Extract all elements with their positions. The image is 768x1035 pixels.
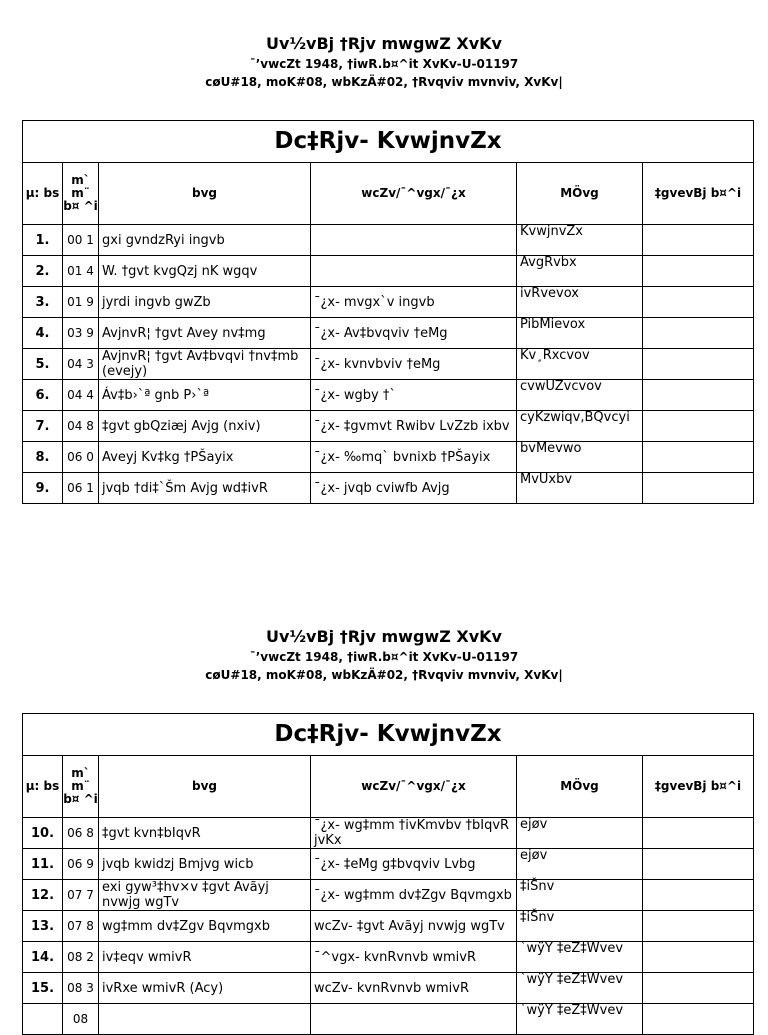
cell-member-no: 03 9 <box>63 318 99 349</box>
cell-member-no: 00 1 <box>63 225 99 256</box>
table-row <box>23 380 754 411</box>
table-row <box>23 256 754 287</box>
cell-serial: 13. <box>23 911 63 942</box>
cell-designation <box>311 1004 517 1035</box>
col-header-rank: MÖvg <box>517 163 643 225</box>
cell-name: Aveyj Kv‡kg †PŠayix <box>99 442 311 473</box>
col-header-name: bvg <box>99 163 311 225</box>
cell-rank: bvMevwo <box>517 442 643 473</box>
col-header-member-no: m` m¨ b¤ ^i <box>63 756 99 818</box>
col-header-remarks: ‡gvevBj b¤^i <box>643 163 754 225</box>
cell-designation: ¯¿x- kvnvbviv †eMg <box>311 349 517 380</box>
cell-rank: KvwjnvZx <box>517 225 643 256</box>
cell-remarks <box>643 973 754 1004</box>
col-header-name: bvg <box>99 756 311 818</box>
table-row <box>23 911 754 942</box>
cell-designation: ¯^vgx- kvnRvnvb wmivR <box>311 942 517 973</box>
cell-serial: 6. <box>23 380 63 411</box>
org-name: Uv½vBj †Rjv mwgwZ XvKv <box>266 34 502 53</box>
document-block-1 <box>0 34 768 496</box>
cell-rank: ejøv <box>517 818 643 849</box>
cell-member-no: 06 9 <box>63 849 99 880</box>
cell-remarks <box>643 442 754 473</box>
cell-member-no: 01 9 <box>63 287 99 318</box>
cell-remarks <box>643 911 754 942</box>
cell-serial: 12. <box>23 880 63 911</box>
org-established: ¯’vwcZt 1948, †iwR.b¤^it XvKv-U-01197 <box>249 650 519 664</box>
col-header-serial: µ: bs <box>23 756 63 818</box>
table-title: Dc‡Rjv- KvwjnvZx <box>23 121 754 163</box>
table-row <box>23 349 754 380</box>
org-established: ¯’vwcZt 1948, †iwR.b¤^it XvKv-U-01197 <box>249 57 519 71</box>
cell-rank: ‡iŠnv <box>517 880 643 911</box>
cell-designation: wcZv- ‡gvt Avãyj nvwjg wgTv <box>311 911 517 942</box>
cell-member-no: 07 8 <box>63 911 99 942</box>
org-address: cøU#18, moK#08, wbKzÄ#02, †Rvqviv mvnviv, XvKv| <box>205 668 563 682</box>
cell-rank: `wÿY ‡eZ‡Wvev <box>517 942 643 973</box>
cell-serial: 4. <box>23 318 63 349</box>
table-row <box>23 318 754 349</box>
member-table-2 <box>22 713 754 1035</box>
cell-designation: ¯¿x- Av‡bvqviv †eMg <box>311 318 517 349</box>
cell-name: exi gyw³‡hv×v ‡gvt Avãyj nvwjg wgTv <box>99 880 311 911</box>
cell-member-no: 04 3 <box>63 349 99 380</box>
cell-rank: PibMievox <box>517 318 643 349</box>
cell-name: ivRxe wmivR (Acy) <box>99 973 311 1004</box>
letterhead <box>0 627 768 684</box>
cell-serial: 10. <box>23 818 63 849</box>
cell-serial <box>23 1004 63 1035</box>
cell-remarks <box>643 818 754 849</box>
cell-designation: ¯¿x- wg‡mm †ivKmvbv †bIqvR jvKx <box>311 818 517 849</box>
col-header-designation: wcZv/¯^vgx/¯¿x <box>311 163 517 225</box>
cell-rank: `wÿY ‡eZ‡Wvev <box>517 973 643 1004</box>
cell-designation: ¯¿x- wg‡mm dv‡Zgv Bqvmgxb <box>311 880 517 911</box>
table-row <box>23 818 754 849</box>
cell-name: gxi gvndzRyi ingvb <box>99 225 311 256</box>
cell-name: AvjnvR¦ †gvt Av‡bvqvi †nv‡mb (evejy) <box>99 349 311 380</box>
cell-remarks <box>643 473 754 504</box>
col-header-serial: µ: bs <box>23 163 63 225</box>
cell-remarks <box>643 380 754 411</box>
cell-member-no: 07 7 <box>63 880 99 911</box>
document-block-2 <box>0 627 768 1026</box>
cell-serial: 8. <box>23 442 63 473</box>
cell-designation: ¯¿x- mvgx`v ingvb <box>311 287 517 318</box>
cell-remarks <box>643 849 754 880</box>
org-address: cøU#18, moK#08, wbKzÄ#02, †Rvqviv mvnviv, XvKv| <box>205 75 563 89</box>
cell-name: wg‡mm dv‡Zgv Bqvmgxb <box>99 911 311 942</box>
cell-member-no: 06 1 <box>63 473 99 504</box>
table-row <box>23 287 754 318</box>
cell-designation <box>311 256 517 287</box>
table-row <box>23 1004 754 1035</box>
table-row <box>23 411 754 442</box>
cell-designation: ¯¿x- ‡eMg g‡bvqviv Lvbg <box>311 849 517 880</box>
cell-member-no: 04 4 <box>63 380 99 411</box>
cell-designation: wcZv- kvnRvnvb wmivR <box>311 973 517 1004</box>
cell-member-no: 08 <box>63 1004 99 1035</box>
cell-name: AvjnvR¦ †gvt Avey nv‡mg <box>99 318 311 349</box>
cell-name: Áv‡b›`ª gnb P›`ª <box>99 380 311 411</box>
cell-name: W. †gvt kvgQzj nK wgqv <box>99 256 311 287</box>
cell-remarks <box>643 942 754 973</box>
cell-remarks <box>643 411 754 442</box>
table-row <box>23 880 754 911</box>
cell-name: jyrdi ingvb gwZb <box>99 287 311 318</box>
cell-rank: cyKzwiqv,BQvcyi <box>517 411 643 442</box>
cell-remarks <box>643 1004 754 1035</box>
cell-designation <box>311 225 517 256</box>
cell-remarks <box>643 256 754 287</box>
cell-rank: `wÿY ‡eZ‡Wvev <box>517 1004 643 1035</box>
col-header-rank: MÖvg <box>517 756 643 818</box>
cell-remarks <box>643 349 754 380</box>
cell-serial: 15. <box>23 973 63 1004</box>
col-header-member-no: m` m¨ b¤ ^i <box>63 163 99 225</box>
cell-member-no: 08 3 <box>63 973 99 1004</box>
member-table-1 <box>22 120 754 504</box>
cell-rank: MvUxbv <box>517 473 643 504</box>
cell-serial: 1. <box>23 225 63 256</box>
letterhead <box>0 34 768 91</box>
cell-designation: ¯¿x- wgby †` <box>311 380 517 411</box>
cell-rank: ejøv <box>517 849 643 880</box>
table-row <box>23 473 754 504</box>
cell-rank: ‡iŠnv <box>517 911 643 942</box>
cell-member-no: 06 8 <box>63 818 99 849</box>
cell-rank: Kv¸Rxcvov <box>517 349 643 380</box>
cell-serial: 3. <box>23 287 63 318</box>
cell-designation: ¯¿x- jvqb cviwfb Avjg <box>311 473 517 504</box>
cell-member-no: 06 0 <box>63 442 99 473</box>
table-row <box>23 849 754 880</box>
cell-serial: 2. <box>23 256 63 287</box>
cell-designation: ¯¿x- ‰mq` bvnixb †PŠayix <box>311 442 517 473</box>
cell-remarks <box>643 880 754 911</box>
cell-remarks <box>643 287 754 318</box>
cell-name: jvqb kwidzj Bmjvg wicb <box>99 849 311 880</box>
cell-rank: ivRvevox <box>517 287 643 318</box>
cell-rank: cvwUZvcvov <box>517 380 643 411</box>
cell-name: iv‡eqv wmivR <box>99 942 311 973</box>
cell-name: jvqb †di‡`Šm Avjg wd‡ivR <box>99 473 311 504</box>
table-title: Dc‡Rjv- KvwjnvZx <box>23 714 754 756</box>
cell-designation: ¯¿x- ‡gvmvt Rwibv LvZzb ixbv <box>311 411 517 442</box>
col-header-designation: wcZv/¯^vgx/¯¿x <box>311 756 517 818</box>
cell-serial: 7. <box>23 411 63 442</box>
col-header-remarks: ‡gvevBj b¤^i <box>643 756 754 818</box>
cell-serial: 14. <box>23 942 63 973</box>
cell-member-no: 04 8 <box>63 411 99 442</box>
table-row <box>23 973 754 1004</box>
cell-serial: 11. <box>23 849 63 880</box>
org-name: Uv½vBj †Rjv mwgwZ XvKv <box>266 627 502 646</box>
table-row <box>23 942 754 973</box>
cell-serial: 5. <box>23 349 63 380</box>
cell-rank: AvgRvbx <box>517 256 643 287</box>
cell-member-no: 08 2 <box>63 942 99 973</box>
table-row <box>23 225 754 256</box>
cell-remarks <box>643 318 754 349</box>
cell-serial: 9. <box>23 473 63 504</box>
cell-name: ‡gvt gbQziæj Avjg (nxiv) <box>99 411 311 442</box>
cell-member-no: 01 4 <box>63 256 99 287</box>
table-row <box>23 442 754 473</box>
cell-remarks <box>643 225 754 256</box>
cell-name: ‡gvt kvn‡bIqvR <box>99 818 311 849</box>
cell-name <box>99 1004 311 1035</box>
